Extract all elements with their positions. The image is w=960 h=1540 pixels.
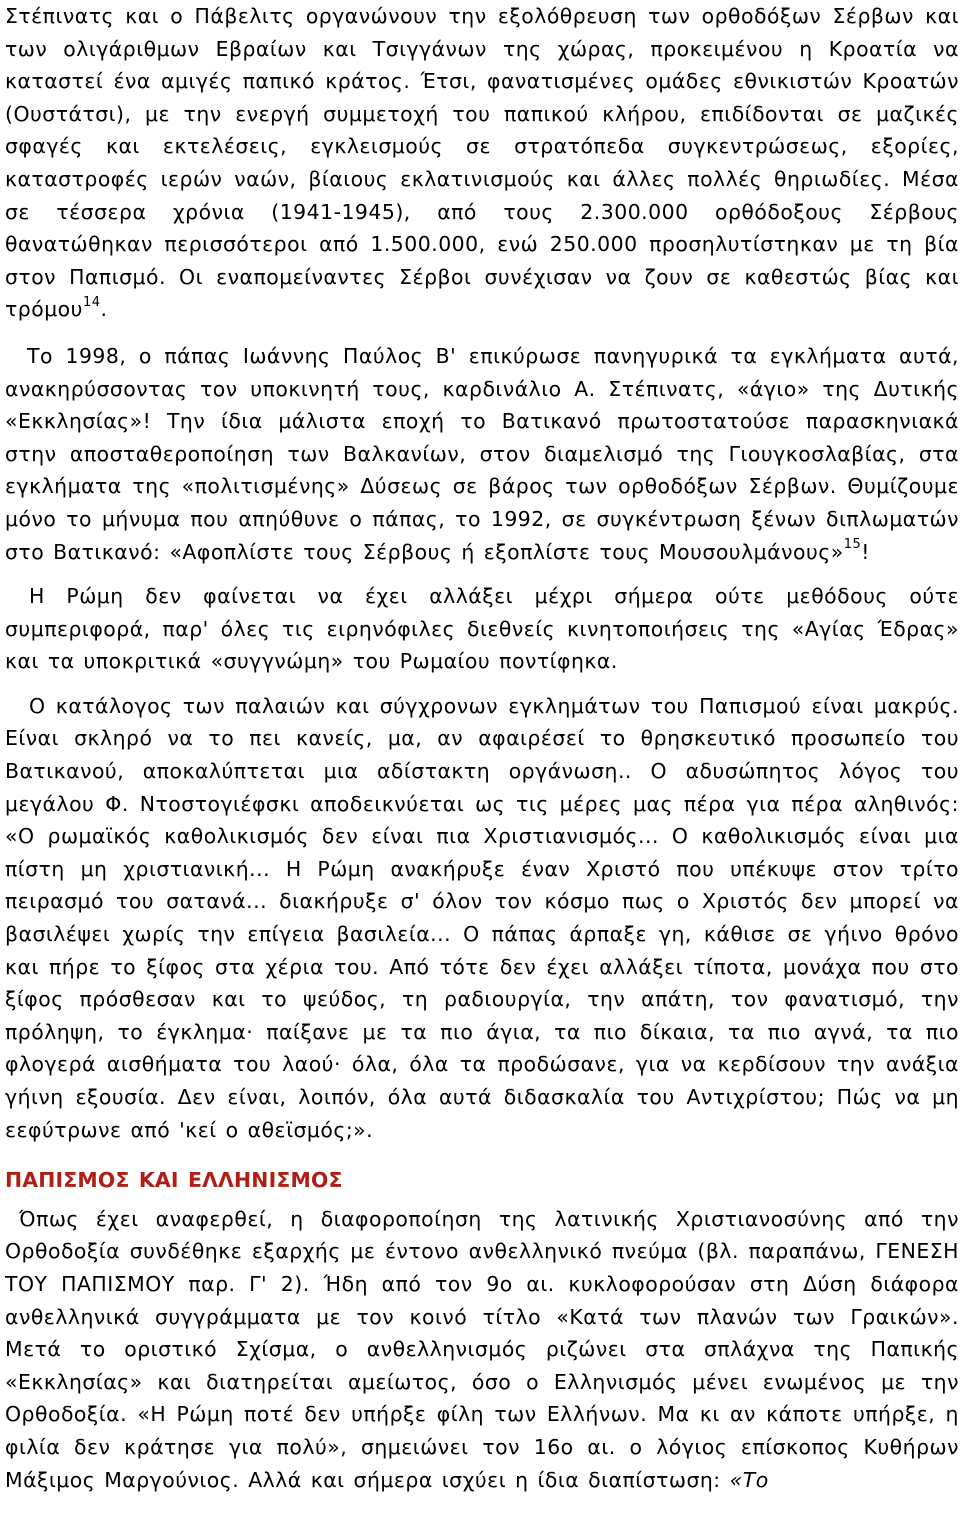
paragraph-text: Ο κατάλογος των παλαιών και σύγχρονων εγκλημάτων του Παπισμού είναι μακρύς. Είναι σκληρό να το πει κανείς, μα, αν αφαιρέσεί το θρησκευτικό προσωπείο του Βατικανού, αποκαλύπτεται μια αδίστακτη οργάνωση.. Ο αδυσώπητος λόγος του μεγάλου Φ. Ντοστογιέφσκι αποδεικνύεται ως τις μέρες μας πέρα για πέρα αληθινός: «Ο ρωμαϊκός καθολικισμός δεν είναι πια Χριστιανισμός... Ο καθολικισμός είναι μια πίστη μη χριστιανική... Η Ρώμη ανακήρυξε έναν Χριστό που υπέκυψε στον τρίτο πειρασμό του σατανά... διακήρυξε σ' όλον τον κόσμο πως ο Χριστός δεν μπορεί να βασιλέψει χωρίς την επίγεια βασιλεία... Ο πάπας άρπαξε γη, κάθισε σε γήινο θρόνο και πήρε το ξίφος στα χέρια του. Από τότε δεν έχει αλλάξει τίποτα, μονάχα που στο ξίφος πρόσθεσαν και το ψεύδος, τη ραδιουργία, την απάτη, τον φανατισμό, την πρόληψη, το έγκλημα· παίξανε με τα πιο άγια, τα πιο δίκαια, τα πιο αγνά, τα πιο φλογερά αισθήματα του λαού· όλα, όλα τα προδώσανε, για να κερδίσουν την ανάξια γήινη εξουσία. Δεν είναι, λοιπόν, όλα αυτά διδασκαλία του Αντιχρίστου; Πώς να μη εεφύτρωνε από 'κεί ο αθεϊσμός;». [5, 693, 959, 1142]
paragraph-text: Όπως έχει αναφερθεί, η διαφοροποίηση της λατινικής Χριστιανοσύνης από την Ορθοδοξία συνδέθηκε εξαρχής με έντονο ανθελληνικό πνεύμα (βλ. παραπάνω, ΓΕΝΕΣΗ ΤΟΥ ΠΑΠΙΣΜΟΥ παρ. Γ' 2). Ήδη από τον 9ο αι. κυκλοφορούσαν στη Δύση διάφορα ανθελληνικά συγγράμματα με τον κοινό τίτλο «Κατά των πλανών των Γραικών». Μετά το οριστικό Σχίσμα, ο ανθελληνισμός ριζώνει στα σπλάχνα της Παπικής «Εκκλησίας» και διατηρείται αμείωτος, όσο ο Ελληνισμός μένει ενωμένος με την Ορθοδοξία. «Η Ρώμη ποτέ δεν υπήρξε φίλη των Ελλήνων. Μα κι αν κάποτε υπήρξε, η φιλία δεν κράτησε για πολύ», σημειώνει τον 16ο αι. ο λόγιος επίσκοπος Κυθήρων Μάξιμος Μαργούνιος. Αλλά και σήμερα ισχύει η ίδια διαπίστωση: [5, 1206, 959, 1492]
section-heading: ΠΑΠΙΣΜΟΣ ΚΑΙ ΕΛΛΗΝΙΣΜΟΣ [5, 1168, 343, 1193]
footnote-ref-15[interactable]: 15 [843, 536, 862, 552]
paragraph-rome [5, 580, 959, 678]
paragraph-text: Στέπινατς και ο Πάβελιτς οργανώνουν την εξολόθρευση των ορθοδόξων Σέρβων και των ολιγάριθμων Εβραίων και Τσιγγάνων της χώρας, προκειμένου η Κροατία να καταστεί ένα αμιγές παπικό κράτος. Έτσι, φανατισμένες ομάδες εθνικιστών Κροατών (Ουστάτσι), με την ενεργή συμμετοχή του παπικού κλήρου, επιδίδονται σε μαζικές σφαγές και εκτελέσεις, εγκλεισμούς σε στρατόπεδα συγκεντρώσεως, εξορίες, καταστροφές ιερών ναών, βίαιους εκλατινισμούς και άλλες πολλές θηριωδίες. Μέσα σε τέσσερα χρόνια (1941-1945), από τους 2.300.000 ορθόδοξους Σέρβους θανατώθηκαν περισσότεροι από 1.500.000, ενώ 250.000 προσηλυτίστηκαν με τη βία στον Παπισμό. Οι εναπομείναντες Σέρβοι συνέχισαν να ζουν σε καθεστώς βίας και τρόμου [5, 4, 959, 322]
paragraph-text: Η Ρώμη δεν φαίνεται να έχει αλλάξει μέχρι σήμερα ούτε μεθόδους ούτε συμπεριφορά, παρ' όλες τις ειρηνόφιλες διεθνείς κινητοποιήσεις της «Αγίας Έδρας» και τα υποκριτικά «συγγνώμη» του Ρωμαίου ποντίφηκα. [5, 584, 959, 674]
paragraph-hellenism [5, 1203, 959, 1496]
paragraph-end: . [100, 297, 108, 322]
paragraph-end: ! [861, 539, 870, 564]
paragraph-tail: «Το [729, 1467, 769, 1492]
paragraph-croatia [5, 0, 959, 326]
paragraph-crimes-list [5, 690, 959, 1146]
paragraph-1998 [5, 340, 959, 568]
paragraph-text: Το 1998, ο πάπας Ιωάννης Παύλος Β' επικύρωσε πανηγυρικά τα εγκλήματα αυτά, ανακηρύσσοντας τον υποκινητή τους, καρδινάλιο Α. Στέπινατς, «άγιο» της Δυτικής «Εκκλησίας»! Την ίδια μάλιστα εποχή το Βατικανό πρωτοστατούσε παρασκηνιακά στην αποσταθεροποίηση των Βαλκανίων, στον διαμελισμό της Γιουγκοσλαβίας, στα εγκλήματα της «πολιτισμένης» Δύσεως σε βάρος των ορθοδόξων Σέρβων. Θυμίζουμε μόνο το μήνυμα που απηύθυνε ο πάπας, το 1992, σε συγκέντρωση ξένων διπλωματών στο Βατικανό: «Αφοπλίστε τους Σέρβους ή εξοπλίστε τους Μουσουλμάνους» [5, 343, 959, 564]
footnote-ref-14[interactable]: 14 [82, 294, 101, 310]
